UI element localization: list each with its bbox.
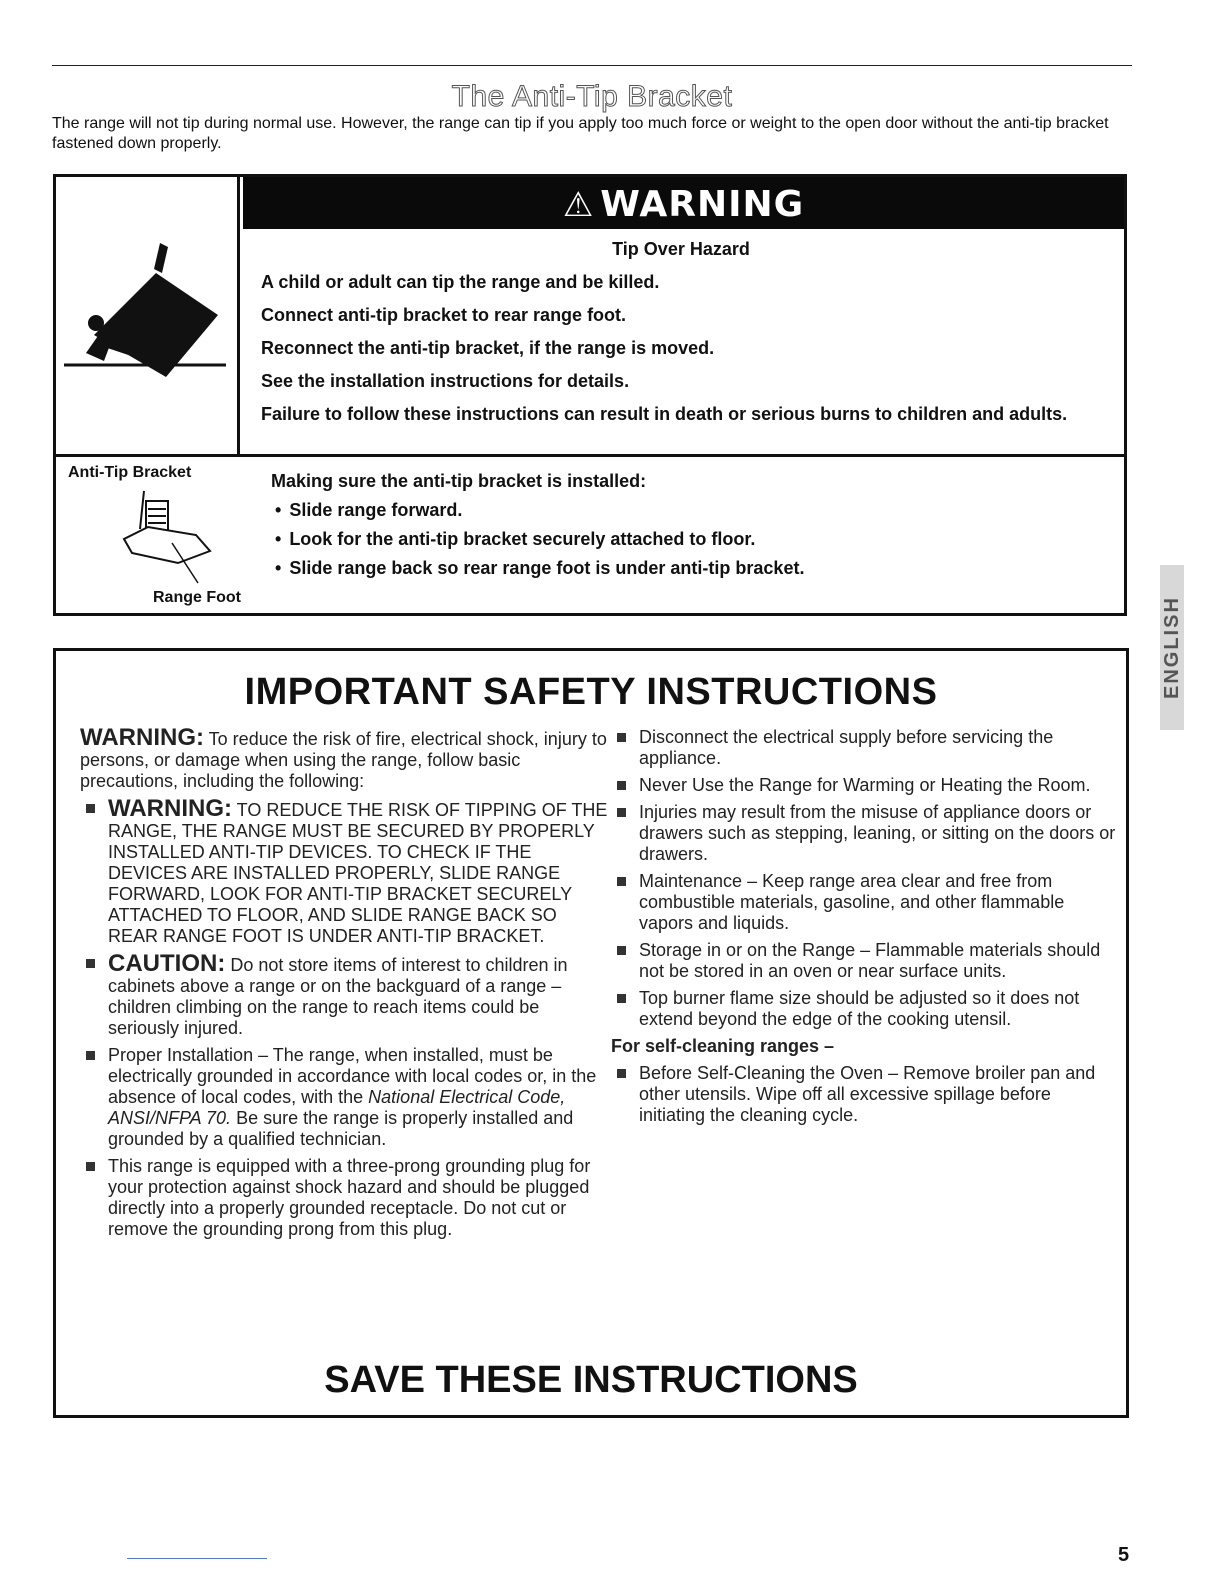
warning-banner-text: WARNING	[600, 184, 805, 225]
install-check-block	[271, 471, 1071, 587]
item-text: Top burner flame size should be adjusted so it does not extend beyond the edge of the cooking utensil.	[639, 988, 1080, 1029]
item-text: Never Use the Range for Warming or Heating the Room.	[639, 775, 1091, 795]
language-side-tab: ENGLISH	[1160, 565, 1184, 730]
bullet-square-icon	[86, 804, 95, 813]
bullet-square-icon	[617, 781, 626, 790]
anti-tip-bracket-icon	[118, 489, 228, 589]
page-number: 5	[1118, 1544, 1130, 1566]
self-clean-heading: For self-cleaning ranges –	[611, 1036, 835, 1056]
safety-item	[611, 727, 1116, 769]
safety-item	[611, 802, 1116, 865]
install-step: • Slide range back so rear range foot is under anti-tip bracket.	[275, 558, 1071, 579]
item-text: Storage in or on the Range – Flammable materials should not be stored in an oven or near surface units.	[639, 940, 1101, 981]
bullet-square-icon	[617, 994, 626, 1003]
tipping-range-icon	[56, 177, 240, 454]
item-text: TO REDUCE THE RISK OF TIPPING OF THE RANGE, THE RANGE MUST BE SECURED BY PROPERLY INSTALLED ANTI-TIP DEVICES. TO CHECK IF THE DEVICES ARE INSTALLED PROPERLY, SLIDE RANGE FORWARD, LOOK FOR ANTI-TIP BRACKET SECURELY ATTACHED TO FLOOR, AND SLIDE RANGE BACK SO REAR RANGE FOOT IS UNDER ANTI-TIP BRACKET.	[108, 800, 608, 946]
warning-box	[53, 174, 1127, 616]
item-text: Maintenance – Keep range area clear and free from combustible materials, gasoline, and other flammable vapors and liquids.	[639, 871, 1065, 933]
warning-banner	[243, 177, 1124, 229]
bullet-square-icon	[617, 733, 626, 742]
safety-right-column	[611, 727, 1116, 1132]
tip-over-illustration-cell	[56, 177, 240, 454]
intro-paragraph: The range will not tip during normal use. However, the range can tip if you apply too much force or weight to the open door without the anti-tip bracket fastened down properly.	[52, 115, 1109, 152]
warning-content	[261, 239, 1101, 436]
install-heading: Making sure the anti-tip bracket is installed:	[271, 471, 647, 491]
safety-item	[80, 950, 610, 1039]
code-reference: National Electrical Code, ANSI/NFPA 70.	[108, 1087, 566, 1128]
item-text: Disconnect the electrical supply before servicing the appliance.	[639, 727, 1054, 768]
safety-item	[611, 940, 1116, 982]
item-text: This range is equipped with a three-prong grounding plug for your protection against shock hazard and should be plugged directly into a properly grounded receptacle. Do not cut or remove the grounding prong from this plug.	[108, 1156, 591, 1239]
save-instructions-title: SAVE THESE INSTRUCTIONS	[324, 1359, 858, 1401]
item-label: CAUTION:	[108, 950, 226, 977]
safety-item	[611, 871, 1116, 934]
section-title: The Anti-Tip Bracket	[451, 80, 733, 113]
item-text: Before Self-Cleaning the Oven – Remove broiler pan and other utensils. Wipe off all excessive spillage before initiating the cleaning cycle.	[639, 1063, 1096, 1125]
safety-item	[80, 795, 610, 947]
bullet-square-icon	[86, 1162, 95, 1171]
bullet-square-icon	[86, 959, 95, 968]
safety-item	[80, 1045, 610, 1150]
safety-item	[611, 988, 1116, 1030]
bullet-square-icon	[617, 877, 626, 886]
lead-warning-label: WARNING:	[80, 724, 204, 751]
install-step: • Look for the anti-tip bracket securely attached to floor.	[275, 529, 1071, 550]
item-text: Do not store items of interest to children in cabinets above a range or on the backguard of a range – children climbing on the range to reach items could be seriously injured.	[108, 955, 568, 1038]
warning-line: Reconnect the anti-tip bracket, if the range is moved.	[261, 338, 715, 358]
lead-text: To reduce the risk of fire, electrical shock, injury to persons, or damage when using the range, follow basic precautions, including the following:	[80, 729, 607, 791]
item-text: Injuries may result from the misuse of appliance doors or drawers such as stepping, leaning, or sitting on the doors or drawers.	[639, 802, 1116, 864]
safety-item	[611, 1063, 1116, 1126]
top-rule	[52, 65, 1132, 66]
item-text: Proper Installation – The range, when installed, must be electrically grounded in accordance with local codes or, in the absence of local codes, with the	[108, 1045, 597, 1107]
bottom-rule	[127, 1558, 267, 1559]
warning-line: Connect anti-tip bracket to rear range foot.	[261, 305, 627, 325]
anti-tip-bracket-label: Anti-Tip Bracket	[68, 464, 192, 481]
safety-item	[80, 1156, 610, 1240]
bullet-square-icon	[617, 946, 626, 955]
warning-line: Failure to follow these instructions can result in death or serious burns to children and adults.	[261, 404, 1068, 424]
warning-divider	[56, 454, 1124, 457]
bullet-square-icon	[617, 808, 626, 817]
range-foot-label: Range Foot	[153, 589, 241, 606]
safety-left-column	[80, 724, 610, 1246]
safety-title: IMPORTANT SAFETY INSTRUCTIONS	[244, 671, 938, 713]
warning-line: A child or adult can tip the range and be killed.	[261, 272, 660, 292]
warning-line: See the installation instructions for details.	[261, 371, 630, 391]
hazard-title: Tip Over Hazard	[612, 239, 750, 259]
item-text: Be sure the range is properly installed and grounded by a qualified technician.	[108, 1108, 574, 1149]
safety-item	[611, 775, 1116, 796]
install-steps	[271, 500, 1071, 579]
safety-instructions-box	[53, 648, 1129, 1418]
item-label: WARNING:	[108, 795, 232, 822]
warning-triangle-icon: ⚠	[562, 185, 595, 225]
safety-lead	[80, 724, 610, 792]
bullet-square-icon	[86, 1051, 95, 1060]
install-step: • Slide range forward.	[275, 500, 1071, 521]
bullet-square-icon	[617, 1069, 626, 1078]
